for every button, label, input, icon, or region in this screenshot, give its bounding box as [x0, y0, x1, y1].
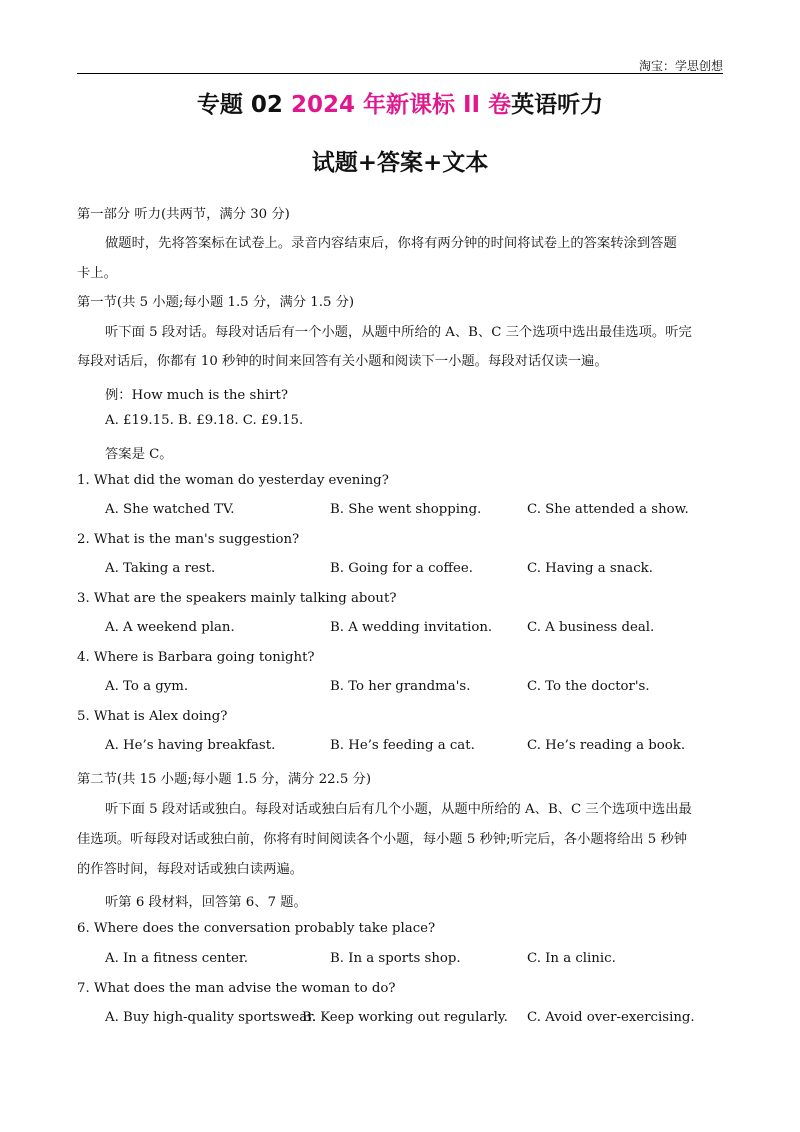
q1-option-b: B. She went shopping. — [330, 502, 482, 517]
question-1: 1. What did the woman do yesterday evening? — [77, 473, 389, 488]
section1-instruction-line1: 听下面 5 段对话。每段对话后有一个小题，从题中所给的 A、B、C 三个选项中选出最佳选项。听完 — [105, 325, 692, 340]
q4-option-c: C. To the doctor's. — [527, 679, 650, 694]
q1-option-a: A. She watched TV. — [105, 502, 235, 517]
q6-option-b: B. In a sports shop. — [330, 951, 461, 966]
q3-option-a: A. A weekend plan. — [105, 620, 235, 635]
q6-option-a: A. In a fitness center. — [105, 951, 248, 966]
q3-option-c: C. A business deal. — [527, 620, 655, 635]
q6-option-c: C. In a clinic. — [527, 951, 616, 966]
question-7: 7. What does the man advise the woman to do? — [77, 981, 396, 996]
section1-instruction-line2: 每段对话后，你都有 10 秒钟的时间来回答有关小题和阅读下一小题。每段对话仅读一遍。 — [77, 354, 608, 369]
q4-option-a: A. To a gym. — [105, 679, 189, 694]
section2-instruction-line3: 的作答时间，每段对话或独白读两遍。 — [77, 862, 304, 877]
header-rule — [77, 73, 723, 74]
example-question: 例：How much is the shirt? — [105, 388, 288, 403]
part1-instruction-line2: 卡上。 — [77, 266, 117, 281]
section2-instruction-line2: 佳选项。听每段对话或独白前，你将有时间阅读各个小题，每小题 5 秒钟;听完后，各小题将给出 5 秒钟 — [77, 832, 688, 847]
q7-option-c: C. Avoid over-exercising. — [527, 1010, 695, 1025]
example-answer: 答案是 C。 — [105, 447, 173, 462]
title-prefix: 专题 02 — [196, 92, 291, 118]
question-3: 3. What are the speakers mainly talking about? — [77, 591, 397, 606]
q5-option-b: B. He’s feeding a cat. — [330, 738, 475, 753]
q5-option-c: C. He’s reading a book. — [527, 738, 686, 753]
q5-option-a: A. He’s having breakfast. — [105, 738, 276, 753]
title-suffix: 英语听力 — [511, 92, 604, 118]
question-5: 5. What is Alex doing? — [77, 709, 228, 724]
q7-option-b: B. Keep working out regularly. — [302, 1010, 508, 1025]
page-subtitle: 试题+答案+文本 — [311, 150, 489, 176]
section1-heading: 第一节(共 5 小题;每小题 1.5 分，满分 1.5 分) — [77, 295, 355, 310]
question-4: 4. Where is Barbara going tonight? — [77, 650, 315, 665]
q7-option-a: A. Buy high-quality sportswear. — [105, 1010, 317, 1025]
part1-heading: 第一部分 听力(共两节，满分 30 分) — [77, 207, 290, 222]
q3-option-b: B. A wedding invitation. — [330, 620, 493, 635]
q2-option-a: A. Taking a rest. — [105, 561, 216, 576]
q4-option-b: B. To her grandma's. — [330, 679, 471, 694]
example-options: A. £19.15. B. £9.18. C. £9.15. — [105, 413, 304, 428]
q1-option-c: C. She attended a show. — [527, 502, 689, 517]
part1-instruction-line1: 做题时，先将答案标在试卷上。录音内容结束后，你将有两分钟的时间将试卷上的答案转涂到答题 — [105, 236, 677, 251]
question-2: 2. What is the man's suggestion? — [77, 532, 300, 547]
question-6: 6. Where does the conversation probably take place? — [77, 921, 436, 936]
page-title — [0, 86, 800, 119]
material-6-note: 听第 6 段材料，回答第 6、7 题。 — [105, 895, 307, 910]
header-note: 淘宝：学思创想 — [638, 59, 723, 73]
title-highlight: 2024 年新课标 II 卷 — [290, 92, 512, 118]
section2-instruction-line1: 听下面 5 段对话或独白。每段对话或独白后有几个小题，从题中所给的 A、B、C 三个选项中选出最 — [105, 802, 692, 817]
section2-heading: 第二节(共 15 小题;每小题 1.5 分，满分 22.5 分) — [77, 772, 372, 787]
q2-option-c: C. Having a snack. — [527, 561, 653, 576]
q2-option-b: B. Going for a coffee. — [330, 561, 473, 576]
